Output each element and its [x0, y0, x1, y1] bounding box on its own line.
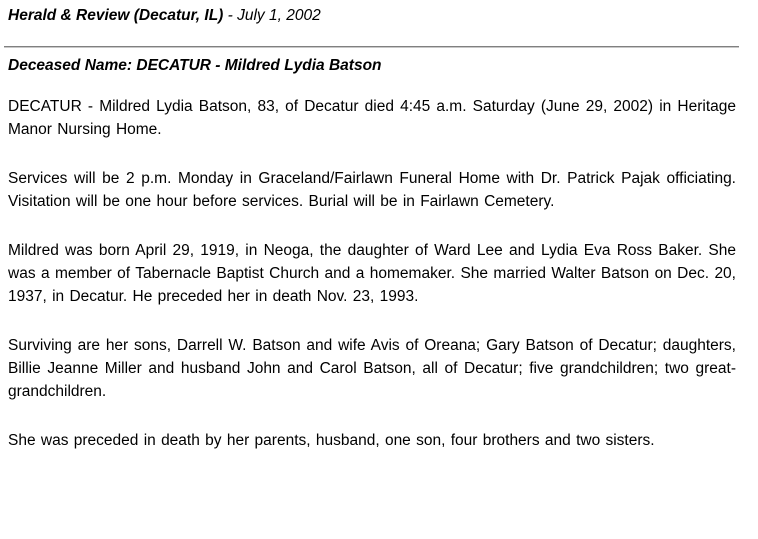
- publication-date: - July 1, 2002: [223, 7, 321, 24]
- paragraph-biography: Mildred was born April 29, 1919, in Neoga, the daughter of Ward Lee and Lydia Eva Ross Baker. She was a member of Tabernacle Baptist Church and a homemaker. She married Walter Batson on Dec. 20, 1937, in Decatur. He preceded her in death Nov. 23, 1993.: [8, 242, 736, 305]
- header-divider: [4, 46, 739, 48]
- obituary-body: [8, 95, 736, 478]
- paragraph-death-notice: DECATUR - Mildred Lydia Batson, 83, of Decatur died 4:45 a.m. Saturday (June 29, 2002) in Heritage Manor Nursing Home.: [8, 98, 736, 138]
- paragraph-survivors: Surviving are her sons, Darrell W. Batson and wife Avis of Oreana; Gary Batson of Decatur; daughters, Billie Jeanne Miller and husband John and Carol Batson, all of Decatur; five grandchildren; two great-grandchildren.: [8, 337, 736, 400]
- paragraph-services: Services will be 2 p.m. Monday in Graceland/Fairlawn Funeral Home with Dr. Patrick Pajak officiating. Visitation will be one hour before services. Burial will be in Fairlawn Cemetery.: [8, 170, 736, 210]
- deceased-name-line: Deceased Name: DECATUR - Mildred Lydia Batson: [8, 57, 382, 74]
- publication-header: [8, 6, 736, 26]
- paragraph-preceded: She was preceded in death by her parents, husband, one son, four brothers and two sisters.: [8, 432, 655, 449]
- publication-name: Herald & Review (Decatur, IL): [8, 7, 224, 24]
